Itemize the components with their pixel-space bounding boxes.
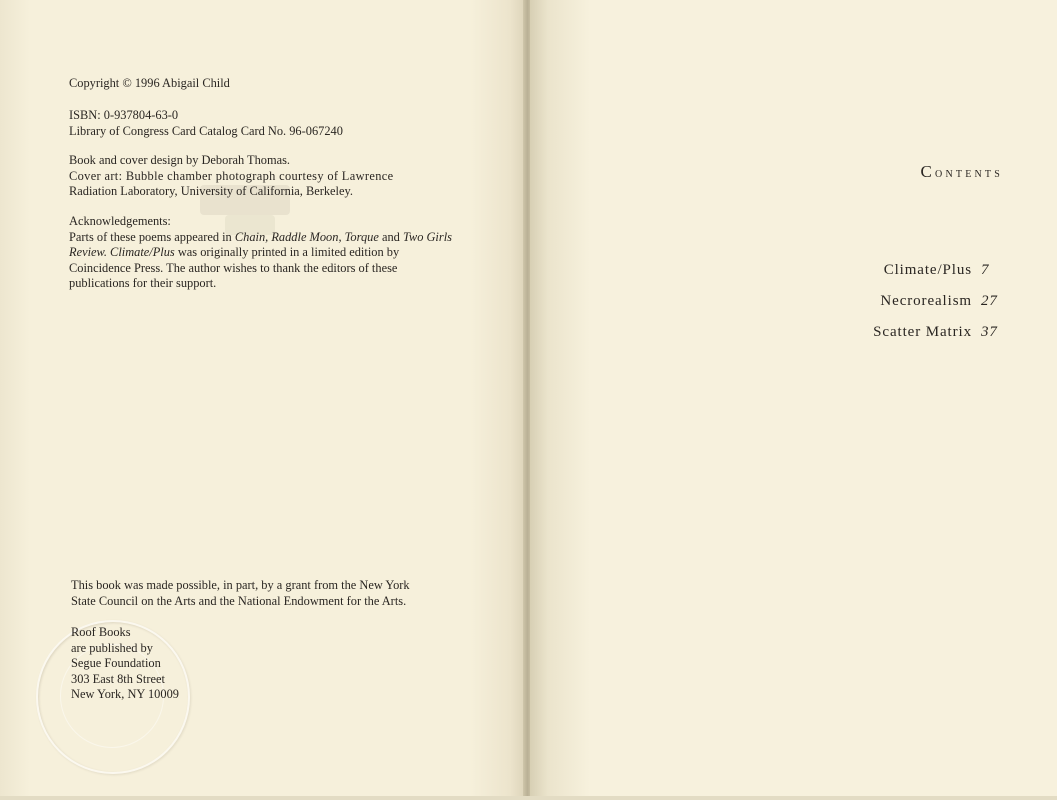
ack-publication: Chain, Raddle Moon, Torque xyxy=(234,229,379,244)
toc-title: Climate/Plus xyxy=(883,262,972,278)
ack-text: Parts of these poems appeared in xyxy=(69,229,235,244)
toc-page-number: 37 xyxy=(981,324,998,340)
lccn-line: Library of Congress Card Catalog Card No. 96-067240 xyxy=(69,123,343,138)
ack-body xyxy=(69,230,454,292)
contents-page xyxy=(530,0,1057,800)
grant-line: This book was made possible, in part, by a grant from the New York xyxy=(71,578,410,592)
ack-heading: Acknowledgements: xyxy=(69,214,171,228)
copyright-page xyxy=(0,0,525,800)
grant-notice xyxy=(71,578,471,609)
publisher-line: are published by xyxy=(71,640,153,655)
acknowledgements xyxy=(69,214,454,292)
page-edge xyxy=(0,796,1057,800)
ack-publication: Two Girls Review. Climate/Plus xyxy=(69,229,452,259)
grant-line: State Council on the Arts and the National Endowment for the Arts. xyxy=(71,593,407,608)
publisher-line: Segue Foundation xyxy=(71,656,161,670)
copyright-block xyxy=(69,76,454,92)
design-credits xyxy=(69,153,454,200)
contents-heading: Contents xyxy=(920,162,1003,181)
isbn-block xyxy=(69,108,454,139)
toc-title: Necrorealism xyxy=(880,293,972,309)
toc-title: Scatter Matrix xyxy=(873,324,972,340)
cover-art-line: Cover art: Bubble chamber photograph courtesy of Lawrence xyxy=(69,168,394,183)
publisher-line: Roof Books xyxy=(71,625,131,639)
isbn-line: ISBN: 0-937804-63-0 xyxy=(69,108,179,122)
cover-art-line: Radiation Laboratory, University of California, Berkeley. xyxy=(69,184,353,198)
table-of-contents xyxy=(873,262,1001,355)
toc-entry[interactable] xyxy=(873,293,1001,324)
show-through-author xyxy=(180,390,187,420)
toc-entry[interactable] xyxy=(873,262,1001,293)
publisher-line: New York, NY 10009 xyxy=(71,687,179,701)
ack-text: was originally printed in a limited edition by Coincidence Press. The author wishes to thank the editors of these publications for their support. xyxy=(69,245,400,290)
ack-text: and xyxy=(378,229,403,244)
toc-page-number: 27 xyxy=(981,293,998,309)
copyright-line: Copyright © 1996 Abigail Child xyxy=(69,76,230,90)
publisher-address xyxy=(71,625,456,703)
publisher-line: 303 East 8th Street xyxy=(71,671,165,686)
toc-entry[interactable] xyxy=(873,324,1001,355)
design-credit-line: Book and cover design by Deborah Thomas. xyxy=(69,153,291,167)
toc-page-number: 7 xyxy=(981,262,990,278)
